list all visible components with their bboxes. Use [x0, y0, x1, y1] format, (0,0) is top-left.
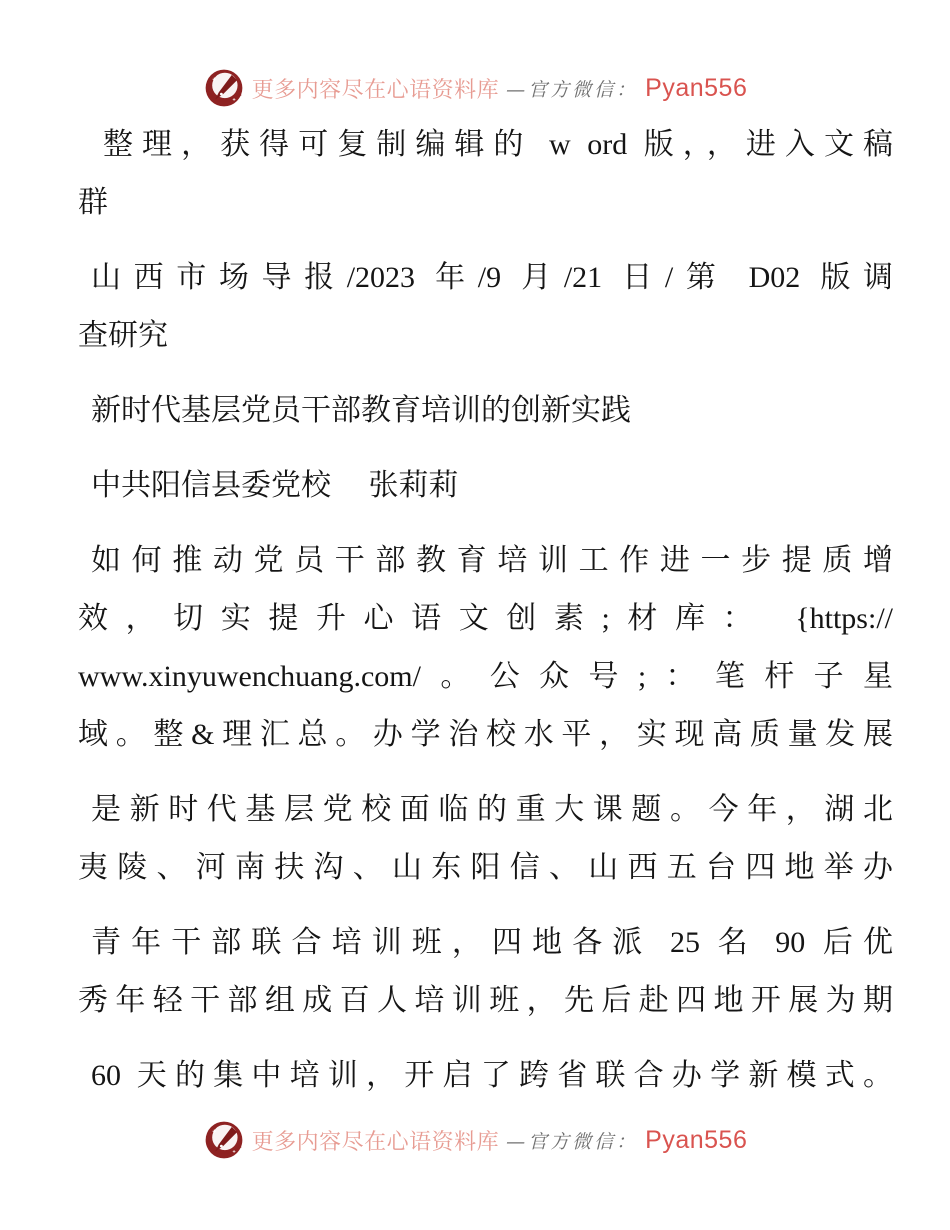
paragraph-note	[78, 116, 893, 232]
doc-line: 是新时代基层党校面临的重大课题。今年，湖北	[91, 793, 893, 826]
watermark-brand-text: 更多内容尽在心语资料库	[251, 1128, 500, 1154]
article-title: 新时代基层党员干部教育培训的创新实践	[91, 394, 631, 427]
pen-swirl-logo-icon	[203, 1119, 245, 1161]
paragraph-body-1	[78, 532, 893, 764]
watermark-wechat-id: Pyan556	[645, 1125, 748, 1154]
paragraph-body-3	[78, 914, 893, 1030]
pen-swirl-logo-icon	[203, 67, 245, 109]
paragraph-source	[78, 249, 893, 365]
doc-line: 秀年轻干部组成百人培训班，先后赴四地开展为期	[78, 984, 893, 1017]
doc-line: 效，切实提升心语文创素;材库： {https://	[78, 602, 893, 635]
footer-watermark	[0, 1114, 950, 1166]
doc-line: 查研究	[78, 319, 168, 352]
paragraph-author	[78, 457, 893, 515]
article-body	[78, 116, 893, 1105]
paragraph-body-4	[78, 1047, 893, 1105]
doc-line: 整理，获得可复制编辑的 w ord 版，，进入文稿	[103, 128, 893, 161]
paragraph-body-2	[78, 781, 893, 897]
doc-line: 山西市场导报/2023 年/9 月/21 日/第 D02 版调	[91, 261, 893, 294]
watermark-wechat-label: —官方微信：	[506, 78, 639, 101]
header-watermark	[0, 62, 950, 114]
doc-line: 域。整&理汇总。办学治校水平，实现高质量发展	[78, 718, 893, 751]
doc-line: 青年干部联合培训班，四地各派 25 名 90 后优	[91, 926, 893, 959]
doc-line: 群	[78, 186, 108, 219]
article-author: 中共阳信县委党校 张莉莉	[91, 469, 459, 502]
watermark-wechat-label: —官方微信：	[506, 1130, 639, 1153]
watermark-brand-text: 更多内容尽在心语资料库	[251, 76, 500, 102]
doc-line: www.xinyuwenchuang.com/。公众号;：笔杆子星	[78, 660, 893, 693]
watermark-wechat-id: Pyan556	[645, 73, 748, 102]
doc-line: 60 天的集中培训，开启了跨省联合办学新模式。	[91, 1059, 893, 1092]
doc-line: 夷陵、河南扶沟、山东阳信、山西五台四地举办	[78, 851, 893, 884]
paragraph-title	[78, 382, 893, 440]
doc-line: 如何推动党员干部教育培训工作进一步提质增	[91, 544, 893, 577]
